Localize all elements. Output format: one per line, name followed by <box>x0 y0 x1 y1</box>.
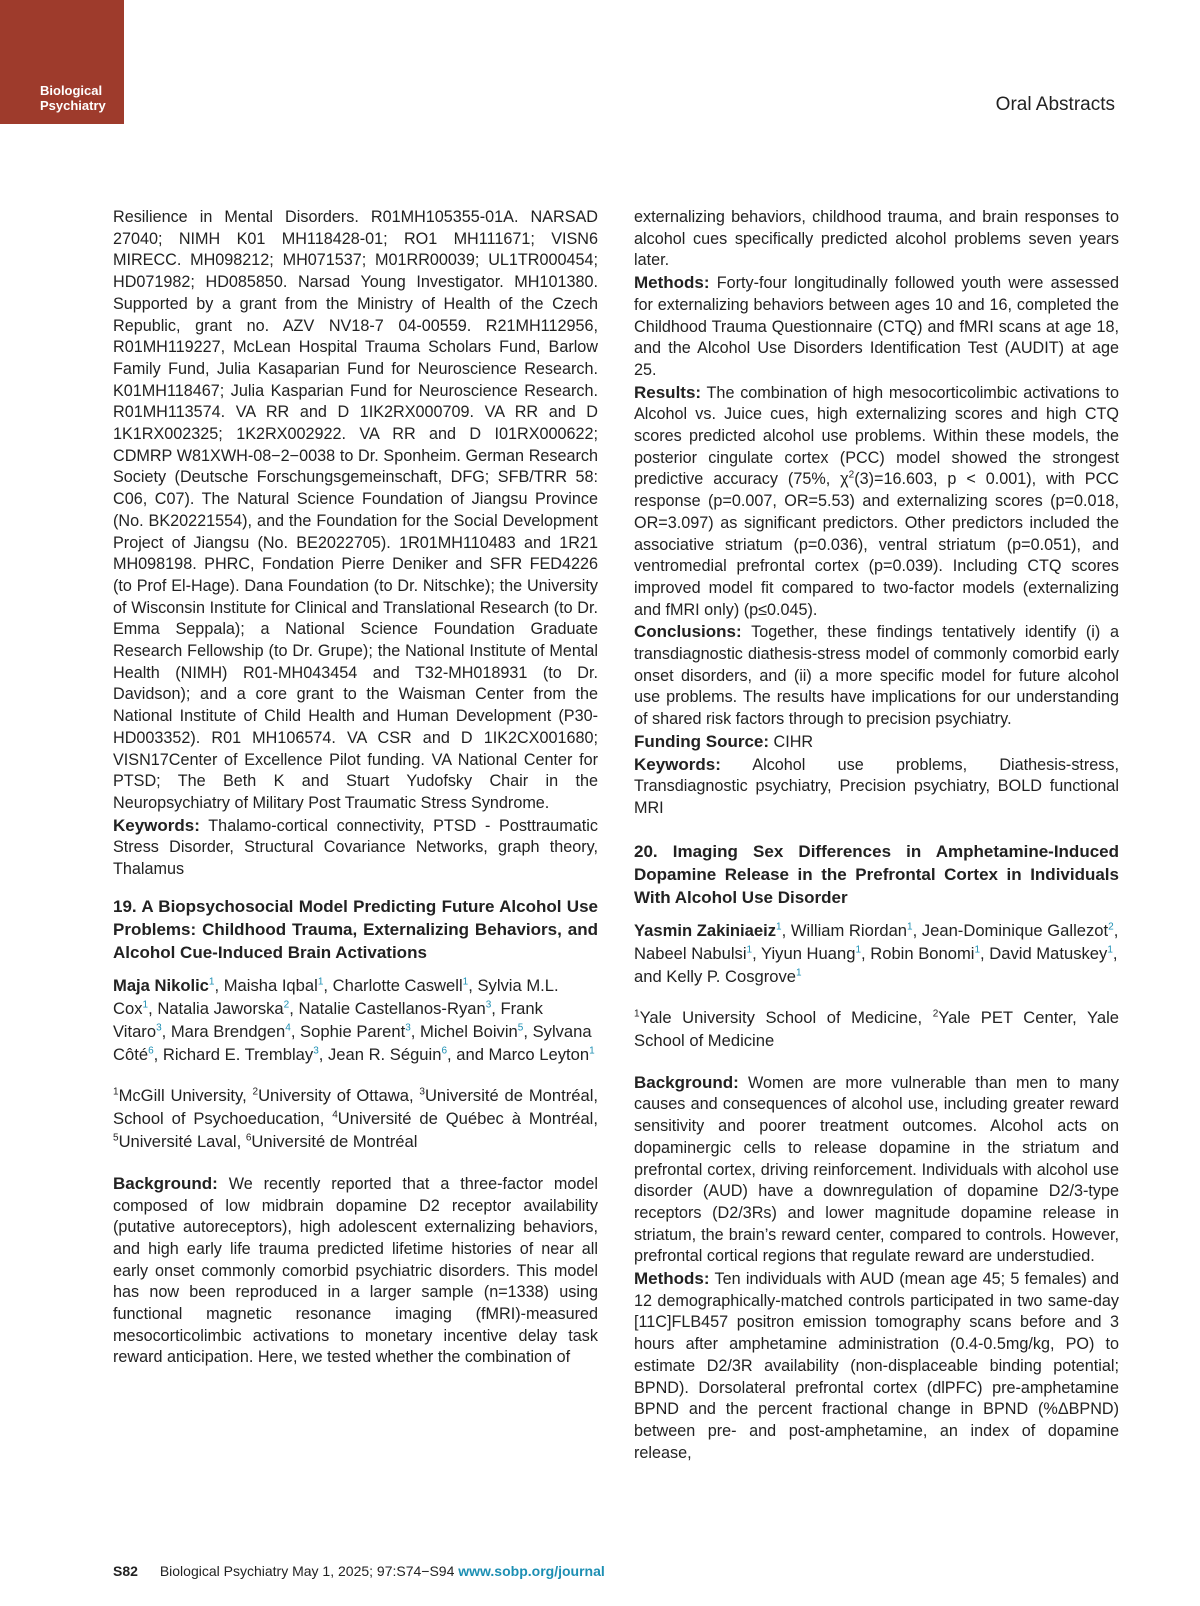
author-separator: , <box>491 998 501 1018</box>
keywords-label: Keywords: <box>634 754 721 774</box>
abstract-20-affiliations <box>634 1006 1119 1052</box>
author-name: Sylvia M.L. Cox <box>113 975 559 1018</box>
affiliation-text: Université de Montréal, School of Psychoeducation, <box>113 1085 598 1128</box>
abstract-19-results <box>634 382 1119 622</box>
affiliation-number: 1 <box>634 1008 640 1020</box>
author-name: Natalia Jaworska <box>157 998 284 1018</box>
abstract-19-keywords <box>634 754 1119 820</box>
background-label: Background: <box>634 1072 739 1092</box>
author-separator: , <box>318 1044 328 1064</box>
abstract-19-background <box>113 1173 598 1369</box>
author-name: Maisha Iqbal <box>223 975 318 995</box>
right-column <box>634 207 1119 1464</box>
affiliation-number: 3 <box>419 1086 425 1098</box>
affiliation-marker: 1 <box>907 921 913 933</box>
author-separator: , <box>468 975 478 995</box>
author-name: Frank Vitaro <box>113 998 543 1041</box>
funding-label: Funding Source: <box>634 731 770 751</box>
author-name: Yasmin Zakiniaeiz <box>634 920 777 940</box>
author-name: Sophie Parent <box>300 1021 406 1041</box>
results-text-2: (3)=16.603, p < 0.001), with PCC response (p=0.007, OR=5.53) and externalizing scores (p=0.018, OR=3.097) as significant predictors. Other predictors included the associative striatum (p=0.036), ventral striatum (p=0.051), and ventromedial prefrontal cortex (p=0.039). Including CTQ scores improved model fit compared to two-factor models (externalizing and fMRI only) (p≤0.045). <box>634 470 1119 619</box>
affiliation-marker: 3 <box>405 1022 411 1034</box>
affiliation-text: Yale PET Center, Yale School of Medicine <box>634 1007 1120 1050</box>
author-separator: , <box>214 975 224 995</box>
author-name: Maja Nikolic <box>113 975 209 995</box>
author-name: Yiyun Huang <box>761 943 856 963</box>
author-separator: , <box>781 920 791 940</box>
affiliation-marker: 1 <box>855 944 861 956</box>
affiliation-text: Université de Montréal <box>251 1131 418 1151</box>
affiliation-marker: 1 <box>462 976 469 988</box>
author-separator: , <box>153 1044 163 1064</box>
affiliation-marker: 1 <box>1107 944 1113 956</box>
author-name: Nabeel Nabulsi <box>634 943 747 963</box>
prev-keywords-label: Keywords: <box>113 815 200 835</box>
methods-text: Forty-four longitudinally followed youth were assessed for externalizing behaviors between ages 10 and 16, completed the Childhood Trauma Questionnaire (CTQ) and fMRI scans at age 18, and the Alcohol Use Disorders Identification Test (AUDIT) at age 25. <box>634 274 1120 379</box>
author-separator: , <box>861 943 871 963</box>
affiliation-marker: 1 <box>776 921 782 933</box>
affiliation-number: 5 <box>113 1132 119 1144</box>
affiliation-marker: 6 <box>441 1045 448 1057</box>
background-label: Background: <box>113 1173 218 1193</box>
section-label: Oral Abstracts <box>995 94 1115 115</box>
journal-badge-text: Biological Psychiatry <box>40 83 106 113</box>
author-name: Robin Bonomi <box>870 943 975 963</box>
author-separator: , <box>980 943 990 963</box>
background-text: Women are more vulnerable than men to many causes and consequences of alcohol use, including greater reward sensitivity and poorer treatment outcomes. Alcohol acts on dopaminergic cells to release dopamine in the striatum and prefrontal cortex, driving reinforcement. Individuals with alcohol use disorder (AUD) have a downregulation of dopamine D2/3-type receptors (D2/3Rs) and lower magnitude dopamine release in striatum, the brain’s reward center, compared to controls. However, prefrontal cortical regions that regulate reward are understudied. <box>634 1073 1119 1266</box>
affiliation-text: McGill University, <box>118 1085 253 1105</box>
journal-link[interactable]: www.sobp.org/journal <box>458 1563 605 1579</box>
author-separator: , <box>148 998 158 1018</box>
author-separator: , <box>912 920 922 940</box>
author-name: Jean R. Séguin <box>327 1044 442 1064</box>
left-column <box>113 207 598 1369</box>
author-name: Sylvana Côté <box>113 1021 592 1064</box>
abstract-19-methods <box>634 272 1119 382</box>
author-separator: , <box>410 1021 421 1041</box>
affiliation-number: 4 <box>332 1109 338 1121</box>
abstract-19-funding <box>634 731 1119 754</box>
author-separator: , <box>290 1021 301 1041</box>
affiliation-marker: 3 <box>485 999 492 1011</box>
affiliation-marker: 2 <box>283 999 290 1011</box>
methods-label: Methods: <box>634 1269 710 1289</box>
keywords-text: Alcohol use problems, Diathesis-stress, Transdiagnostic psychiatry, Precision psychiatry, BOLD functional MRI <box>634 755 1119 817</box>
affiliation-marker: 3 <box>313 1045 319 1057</box>
author-name: Richard E. Tremblay <box>162 1044 314 1064</box>
author-separator: , <box>289 998 299 1018</box>
author-name: Charlotte Caswell <box>332 975 463 995</box>
citation: Biological Psychiatry May 1, 2025; 97:S74−S94 <box>159 1563 455 1579</box>
abstract-20-background <box>634 1072 1119 1268</box>
author-separator: , <box>752 943 762 963</box>
abstract-19-authors <box>113 974 598 1066</box>
affiliation-marker: 1 <box>796 967 802 979</box>
affiliation-number: 2 <box>932 1008 939 1020</box>
affiliation-marker: 5 <box>517 1022 524 1034</box>
results-text-1: The combination of high mesocorticolimbic activations to Alcohol vs. Juice cues, high externalizing scores and high CTQ scores predicted alcohol use problems. Within these models, the posterior cingulate cortex (PCC) model showed the strongest predictive accuracy (75%, χ <box>634 383 1119 489</box>
affiliation-marker: 1 <box>974 944 981 956</box>
affiliation-text: Université Laval, <box>118 1131 246 1151</box>
abstract-20-methods <box>634 1268 1119 1464</box>
author-name: David Matuskey <box>989 943 1108 963</box>
methods-text: Ten individuals with AUD (mean age 45; 5 females) and 12 demographically-matched controls participated in two same-day [11C]FLB457 positron emission tomography scans before and 3 hours after amphetamine administration (0.4-0.5mg/kg, PO) to estimate D2/3R availability (non-displaceable binding potential; BPND). Dorsolateral prefrontal cortex (dlPFC) pre-amphetamine BPND and the percent fractional change in BPND (%ΔBPND) between pre- and post-amphetamine, an index of dopamine release, <box>634 1270 1119 1462</box>
author-name: Mara Brendgen <box>170 1021 286 1041</box>
affiliation-marker: 6 <box>148 1045 154 1057</box>
affiliation-text: Université de Québec à Montréal, <box>337 1108 598 1128</box>
author-separator: , <box>323 975 333 995</box>
affiliation-marker: 1 <box>142 999 149 1011</box>
author-separator: , and <box>447 1044 489 1064</box>
journal-badge <box>0 0 124 124</box>
author-name: Michel Boivin <box>420 1021 518 1041</box>
abstract-19-conclusions <box>634 621 1119 731</box>
results-label: Results: <box>634 382 702 402</box>
page-number: S82 <box>113 1563 138 1579</box>
affiliation-number: 1 <box>113 1086 119 1098</box>
affiliation-marker: 3 <box>156 1022 162 1034</box>
author-separator: , <box>1113 920 1119 940</box>
affiliation-marker: 2 <box>1108 921 1114 933</box>
abstract-19-background-continued: externalizing behaviors, childhood trauma, and brain responses to alcohol cues specifically predicted alcohol problems seven years later. <box>634 208 1119 270</box>
affiliation-number: 6 <box>245 1132 252 1144</box>
affiliation-marker: 1 <box>208 976 215 988</box>
author-name: Jean-Dominique Gallezot <box>921 920 1109 940</box>
abstract-20-authors <box>634 919 1119 988</box>
prev-funding-text: Resilience in Mental Disorders. R01MH105355-01A. NARSAD 27040; NIMH K01 MH118428-01; RO1 MH111671; VISN6 MIRECC. MH098212; MH071537; M01RR00039; UL1TR000454; HD071982; HD085850. Narsad Young Investigator. MH101380. Supported by a grant from the Ministry of Health of the Czech Republic, grant no. AZV NV18-7 04-00559. R21MH112956, R01MH119227, McLean Hospital Trauma Scholars Fund, Barlow Family Fund, Julia Kasaparian Fund for Neuroscience Research. K01MH118467; Julia Kasparian Fund for Neuroscience Research. R01MH113574. VA RR and D 1IK2RX000709. VA RR and D 1K1RX002325; 1K2RX002922. VA RR and D I01RX000622; CDMRP W81XWH-08−2−0038 to Dr. Sponheim. German Research Society (Deutsche Forschungsgemeinschaft, DFG; SFB/TRR 58: C06, C07). The Natural Science Foundation of Jiangsu Province (No. BK20221554), and the Foundation for the Social Development Project of Jiangsu (No. BE2022705). 1R01MH110483 and 1R21 MH098198. PHRC, Fondation Pierre Deniker and SFR FED4226 (to Prof El-Hage). Dana Foundation (to Dr. Nitschke); the University of Wisconsin Institute for Clinical and Translational Research (to Dr. Emma Seppala); a National Science Foundation Graduate Research Fellowship (to Dr. Grupe); the National Institute of Mental Health (NIMH) R01-MH043454 and T32-MH018931 (to Dr. Davidson); and a core grant to the Waisman Center from the National Institute of Child Health and Human Development (P30-HD003352). R01 MH106574. VA CSR and D 1IK2CX001680; VISN17Center of Excellence Pilot funding. VA National Center for PTSD; The Beth K and Stuart Yudofsky Chair in the Neuropsychiatry of Military Post Traumatic Stress Syndrome. <box>113 208 598 812</box>
affiliation-number: 2 <box>252 1086 259 1098</box>
author-name: Marco Leyton <box>488 1044 590 1064</box>
author-name: William Riordan <box>790 920 908 940</box>
conclusions-text: Together, these findings tentatively identify (i) a transdiagnostic diathesis-stress model of commonly comorbid early onset disorders, and (ii) a more specific model for future alcohol use problems. The results have implications for our understanding of shared risk factors through to precision psychiatry. <box>634 623 1119 729</box>
abstract-19-title: 19. A Biopsychosocial Model Predicting Future Alcohol Use Problems: Childhood Trauma, Externalizing Behaviors, and Alcohol Cue-Induced Brain Activations <box>113 896 598 962</box>
abstract-19-affiliations <box>113 1084 598 1153</box>
affiliation-marker: 1 <box>317 976 324 988</box>
page-footer <box>113 1563 605 1579</box>
affiliation-text: Yale University School of Medicine, <box>639 1007 933 1027</box>
author-separator: , <box>161 1021 171 1041</box>
chi-square-superscript: 2 <box>848 470 855 482</box>
author-name: Natalie Castellanos-Ryan <box>298 998 486 1018</box>
author-separator: , <box>523 1021 533 1041</box>
author-separator: , and <box>634 943 1118 986</box>
affiliation-marker: 4 <box>285 1022 291 1034</box>
affiliation-marker: 1 <box>746 944 753 956</box>
funding-text: CIHR <box>773 732 814 751</box>
methods-label: Methods: <box>634 273 710 293</box>
author-name: Kelly P. Cosgrove <box>666 966 797 986</box>
conclusions-label: Conclusions: <box>634 622 742 642</box>
affiliation-text: University of Ottawa, <box>258 1085 420 1105</box>
abstract-20-title: 20. Imaging Sex Differences in Amphetamine-Induced Dopamine Release in the Prefrontal Cortex in Individuals With Alcohol Use Disorder <box>634 841 1119 907</box>
affiliation-marker: 1 <box>589 1045 595 1057</box>
background-text: We recently reported that a three-factor model composed of low midbrain dopamine D2 receptor availability (putative autoreceptors), high adolescent externalizing behaviors, and high early life trauma predicted lifetime histories of near all early onset commonly comorbid psychiatric disorders. This model has now been reproduced in a larger sample (n=1338) using functional magnetic resonance imaging (fMRI)-measured mesocorticolimbic activations to monetary incentive delay task reward anticipation. Here, we tested whether the combination of <box>113 1174 598 1367</box>
prev-keywords <box>113 815 598 881</box>
prev-keywords-text: Thalamo-cortical connectivity, PTSD - Posttraumatic Stress Disorder, Structural Covariance Networks, graph theory, Thalamus <box>113 816 598 879</box>
